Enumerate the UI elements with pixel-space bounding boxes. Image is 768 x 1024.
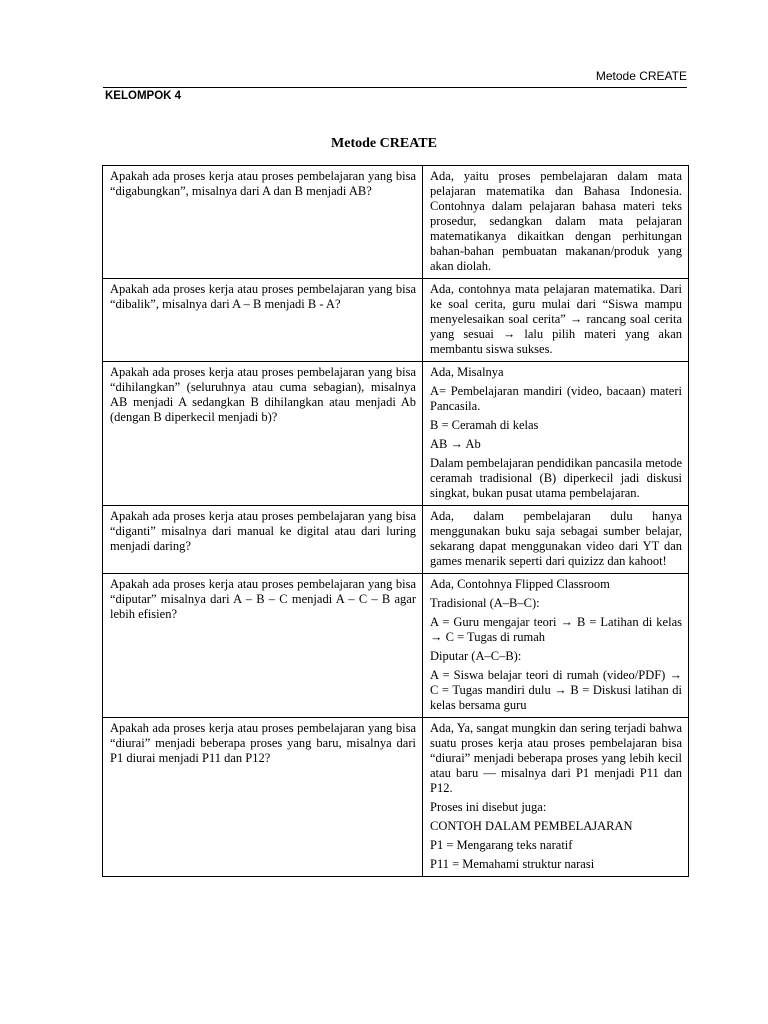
document-title: Metode CREATE — [331, 136, 437, 151]
question-cell: Apakah ada proses kerja atau proses pembelajaran yang bisa “diurai” menjadi beberapa proses yang baru, misalnya dari P1 diurai menjadi P11 dan P12? — [103, 718, 423, 877]
table-row — [103, 574, 689, 718]
answer-paragraph: Ada, dalam pembelajaran dulu hanya menggunakan buku saja sebagai sumber belajar, sekarang dapat menggunakan video dari YT dan games menarik seperti dari quizizz dan kahoot! — [430, 509, 682, 568]
question-cell: Apakah ada proses kerja atau proses pembelajaran yang bisa “diganti” misalnya dari manual ke digital atau dari luring menjadi daring? — [103, 506, 423, 574]
question-cell: Apakah ada proses kerja atau proses pembelajaran yang bisa “diputar” misalnya dari A – B – C menjadi A – C – B agar lebih efisien? — [103, 574, 423, 718]
question-cell: Apakah ada proses kerja atau proses pembelajaran yang bisa “dihilangkan” (seluruhnya atau cuma sebagian), misalnya AB menjadi A sedangkan B dihilangkan atau menjadi Ab (dengan B diperkecil menjadi b)? — [103, 362, 423, 506]
table-row — [103, 279, 689, 362]
table-row — [103, 362, 689, 506]
group-label: KELOMPOK 4 — [105, 90, 182, 102]
answer-paragraph: Ada, contohnya mata pelajaran matematika. Dari ke soal cerita, guru mulai dari “Siswa mampu menyelesaikan soal cerita” → rancang soal cerita yang sesuai → lalu pilih materi yang akan membantu siswa sukses. — [430, 282, 682, 356]
answer-paragraph: CONTOH DALAM PEMBELAJARAN — [430, 819, 633, 833]
answer-paragraph: B = Ceramah di kelas — [430, 418, 539, 432]
answer-cell — [423, 362, 689, 506]
question-cell: Apakah ada proses kerja atau proses pembelajaran yang bisa “digabungkan”, misalnya dari A dan B menjadi AB? — [103, 166, 423, 279]
answer-cell — [423, 506, 689, 574]
answer-paragraph: Ada, Contohnya Flipped Classroom — [430, 577, 610, 591]
table-row — [103, 506, 689, 574]
answer-paragraph: AB → Ab — [430, 437, 481, 451]
answer-paragraph: Ada, Misalnya — [430, 365, 504, 379]
answer-paragraph: Tradisional (A–B–C): — [430, 596, 540, 610]
answer-cell — [423, 279, 689, 362]
page-header — [103, 66, 687, 88]
answer-cell — [423, 718, 689, 877]
answer-cell — [423, 166, 689, 279]
create-method-table — [102, 165, 689, 877]
answer-paragraph: Dalam pembelajaran pendidikan pancasila metode ceramah tradisional (B) diperkecil jadi diskusi singkat, bukan pusat utama pembelajaran. — [430, 456, 682, 500]
answer-cell — [423, 574, 689, 718]
answer-paragraph: P11 = Memahami struktur narasi — [430, 857, 595, 871]
question-cell: Apakah ada proses kerja atau proses pembelajaran yang bisa “dibalik”, misalnya dari A – B menjadi B - A? — [103, 279, 423, 362]
answer-paragraph: A = Siswa belajar teori di rumah (video/PDF) → C = Tugas mandiri dulu → B = Diskusi latihan di kelas bersama guru — [430, 668, 682, 712]
answer-paragraph: A = Guru mengajar teori → B = Latihan di kelas → C = Tugas di rumah — [430, 615, 682, 644]
answer-paragraph: Ada, yaitu proses pembelajaran dalam mata pelajaran matematika dan Bahasa Indonesia. Contohnya dalam pelajaran bahasa materi teks prosedur, sedangkan dalam mata pelajaran matematikanya dikaitkan dengan perhitungan bahan-bahan pembuatan makanan/produk yang akan diolah. — [430, 169, 682, 273]
answer-paragraph: P1 = Mengarang teks naratif — [430, 838, 573, 852]
answer-paragraph: Proses ini disebut juga: — [430, 800, 547, 814]
header-title: Metode CREATE — [595, 69, 687, 83]
table-row — [103, 166, 689, 279]
answer-paragraph: A= Pembelajaran mandiri (video, bacaan) materi Pancasila. — [430, 384, 682, 413]
table-row — [103, 718, 689, 877]
answer-paragraph: Ada, Ya, sangat mungkin dan sering terjadi bahwa suatu proses kerja atau proses pembelajaran bisa “diurai” menjadi beberapa proses yang lebih kecil atau baru — misalnya dari P1 menjadi P11 dan P12. — [430, 721, 682, 795]
answer-paragraph: Diputar (A–C–B): — [430, 649, 522, 663]
